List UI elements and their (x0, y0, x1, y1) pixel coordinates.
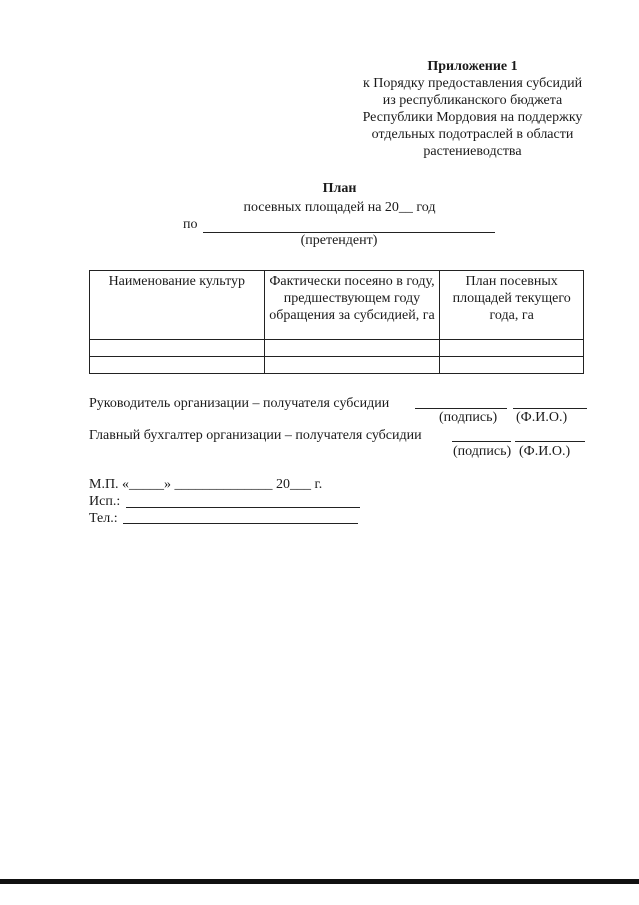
table-cell[interactable] (264, 340, 440, 357)
table-cell[interactable] (90, 340, 265, 357)
table-cell[interactable] (440, 340, 584, 357)
table-cell[interactable] (440, 357, 584, 374)
table-row (90, 357, 584, 374)
table-header-row (90, 271, 584, 340)
po-label: по (183, 217, 198, 232)
tel-label: Тел.: (89, 511, 118, 526)
column-header-crops: Наименование культур (90, 271, 265, 340)
isp-line[interactable] (126, 507, 360, 508)
appendix-line: Республики Мордовия на поддержку (362, 110, 583, 125)
head-signature-line[interactable] (415, 408, 507, 409)
head-podpis-caption: (подпись) (439, 410, 498, 425)
head-fio-line[interactable] (513, 408, 587, 409)
head-fio-caption: (Ф.И.О.) (516, 410, 568, 425)
appendix-line: из республиканского бюджета (382, 93, 563, 108)
page-bottom-edge (0, 879, 639, 884)
appendix-line: к Порядку предоставления субсидий (362, 76, 583, 91)
appendix-line: растениеводства (423, 144, 522, 159)
accountant-fio-line[interactable] (515, 441, 585, 442)
crop-table (89, 270, 584, 374)
accountant-signature-label: Главный бухгалтер организации – получателя субсидии (89, 428, 422, 443)
accountant-signature-line[interactable] (452, 441, 511, 442)
isp-label: Исп.: (89, 494, 121, 509)
accountant-podpis-caption: (подпись) (453, 444, 512, 459)
head-signature-label: Руководитель организации – получателя субсидии (89, 396, 390, 411)
appendix-block (330, 58, 615, 160)
appendix-line: отдельных подотраслей в области (371, 127, 574, 142)
table-cell[interactable] (264, 357, 440, 374)
tel-line[interactable] (123, 523, 358, 524)
column-header-actual-sown: Фактически посеяно в году, предшествующем году обращения за субсидией, га (264, 271, 440, 340)
table-row (90, 340, 584, 357)
plan-subtitle: посевных площадей на 20__ год (243, 200, 436, 215)
appendix-title: Приложение 1 (427, 59, 518, 74)
accountant-fio-caption: (Ф.И.О.) (519, 444, 571, 459)
table-cell[interactable] (90, 357, 265, 374)
column-header-planned-area: План посевных площадей текущего года, га (440, 271, 584, 340)
mp-date-line: М.П. «_____» ______________ 20___ г. (89, 477, 323, 492)
plan-title: План (322, 181, 357, 196)
pretendent-label: (претендент) (300, 233, 378, 248)
